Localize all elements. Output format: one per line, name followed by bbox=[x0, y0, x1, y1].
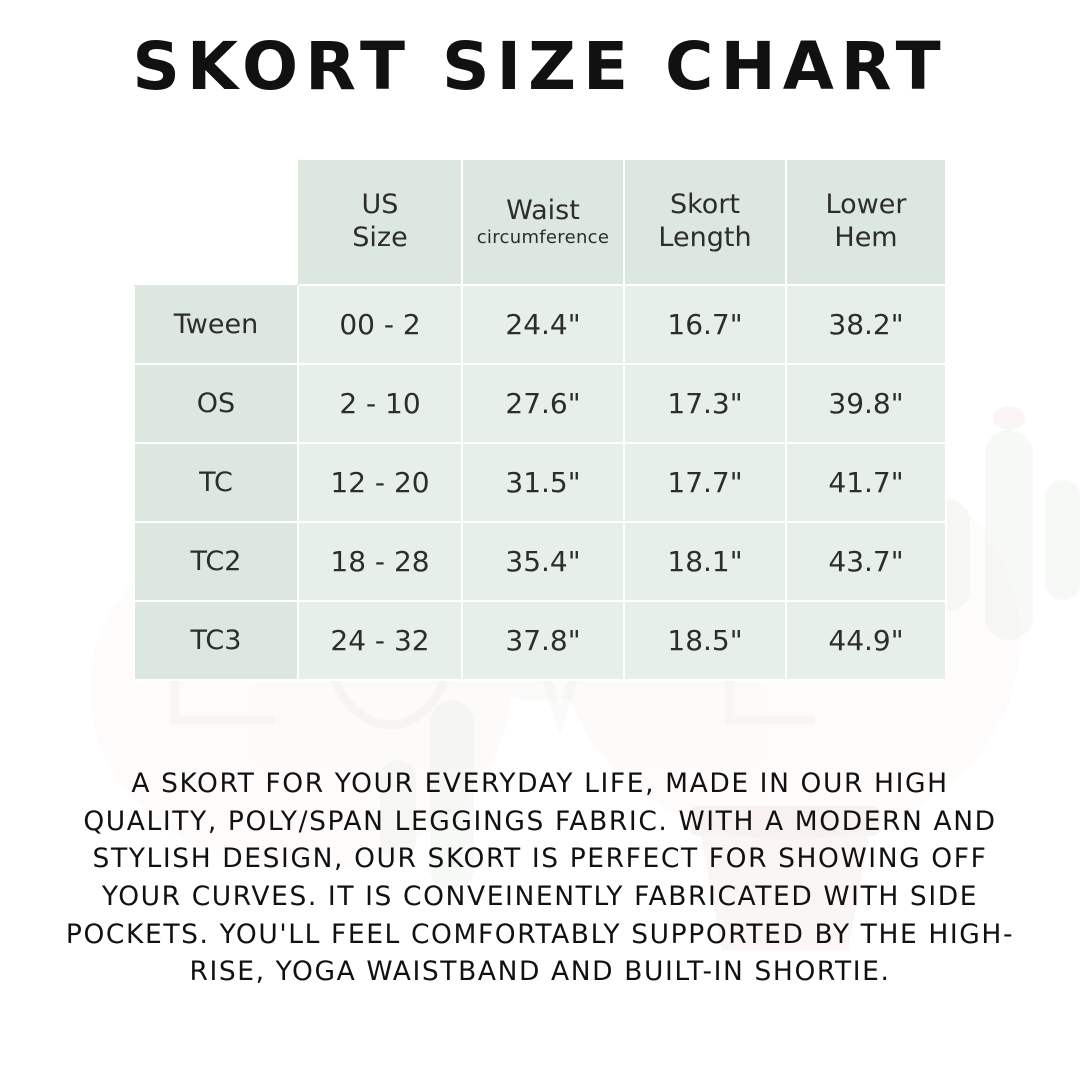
header-cell-blank bbox=[134, 159, 298, 285]
cell-us-size: 2 - 10 bbox=[298, 364, 462, 443]
table-row bbox=[134, 364, 946, 443]
table-row bbox=[134, 522, 946, 601]
cell-skort-length: 17.3" bbox=[624, 364, 786, 443]
header-cell-us-size bbox=[298, 159, 462, 285]
cell-waist: 27.6" bbox=[462, 364, 624, 443]
header-waist-sub: circumference bbox=[476, 227, 610, 249]
cell-us-size: 18 - 28 bbox=[298, 522, 462, 601]
cell-skort-length: 18.1" bbox=[624, 522, 786, 601]
cell-skort-length: 18.5" bbox=[624, 601, 786, 680]
cell-lower-hem: 43.7" bbox=[786, 522, 946, 601]
size-chart-table bbox=[133, 158, 947, 681]
cell-lower-hem: 38.2" bbox=[786, 285, 946, 364]
header-us-line1: US bbox=[361, 189, 399, 221]
cell-waist: 24.4" bbox=[462, 285, 624, 364]
cell-waist: 35.4" bbox=[462, 522, 624, 601]
cell-waist: 31.5" bbox=[462, 443, 624, 522]
cell-skort-length: 16.7" bbox=[624, 285, 786, 364]
cell-lower-hem: 39.8" bbox=[786, 364, 946, 443]
cell-waist: 37.8" bbox=[462, 601, 624, 680]
size-chart-table-wrapper bbox=[133, 158, 945, 681]
cell-lower-hem: 44.9" bbox=[786, 601, 946, 680]
header-waist-line1: Waist bbox=[506, 194, 580, 226]
cell-us-size: 24 - 32 bbox=[298, 601, 462, 680]
header-cell-waist bbox=[462, 159, 624, 285]
header-hem-line2: Hem bbox=[834, 222, 898, 253]
row-size-label: TC2 bbox=[134, 522, 298, 601]
header-skort-line1: Skort bbox=[669, 189, 741, 221]
cell-us-size: 12 - 20 bbox=[298, 443, 462, 522]
cell-lower-hem: 41.7" bbox=[786, 443, 946, 522]
page-title: SKORT SIZE CHART bbox=[132, 28, 948, 105]
cell-skort-length: 17.7" bbox=[624, 443, 786, 522]
table-header-row bbox=[134, 159, 946, 285]
cell-us-size: 00 - 2 bbox=[298, 285, 462, 364]
row-size-label: Tween bbox=[134, 285, 298, 364]
product-description: A SKORT FOR YOUR EVERYDAY LIFE, MADE IN OUR HIGH QUALITY, POLY/SPAN LEGGINGS FABRIC. WITH A MODERN AND STYLISH DESIGN, OUR SKORT IS PERFECT FOR SHOWING OFF YOUR CURVES. IT IS CONVEINENTLY FABRICATED WITH SIDE POCKETS. YOU'LL FEEL COMFORTABLY SUPPORTED BY THE HIGH-RISE, YOGA WAISTBAND AND BUILT-IN SHORTIE. bbox=[65, 768, 1015, 988]
row-size-label: TC bbox=[134, 443, 298, 522]
header-cell-skort-length bbox=[624, 159, 786, 285]
row-size-label: TC3 bbox=[134, 601, 298, 680]
header-us-line2: Size bbox=[352, 222, 408, 253]
header-hem-line1: Lower bbox=[825, 189, 907, 221]
header-cell-lower-hem bbox=[786, 159, 946, 285]
table-row bbox=[134, 285, 946, 364]
table-row bbox=[134, 601, 946, 680]
row-size-label: OS bbox=[134, 364, 298, 443]
table-row bbox=[134, 443, 946, 522]
header-skort-line2: Length bbox=[658, 222, 752, 253]
